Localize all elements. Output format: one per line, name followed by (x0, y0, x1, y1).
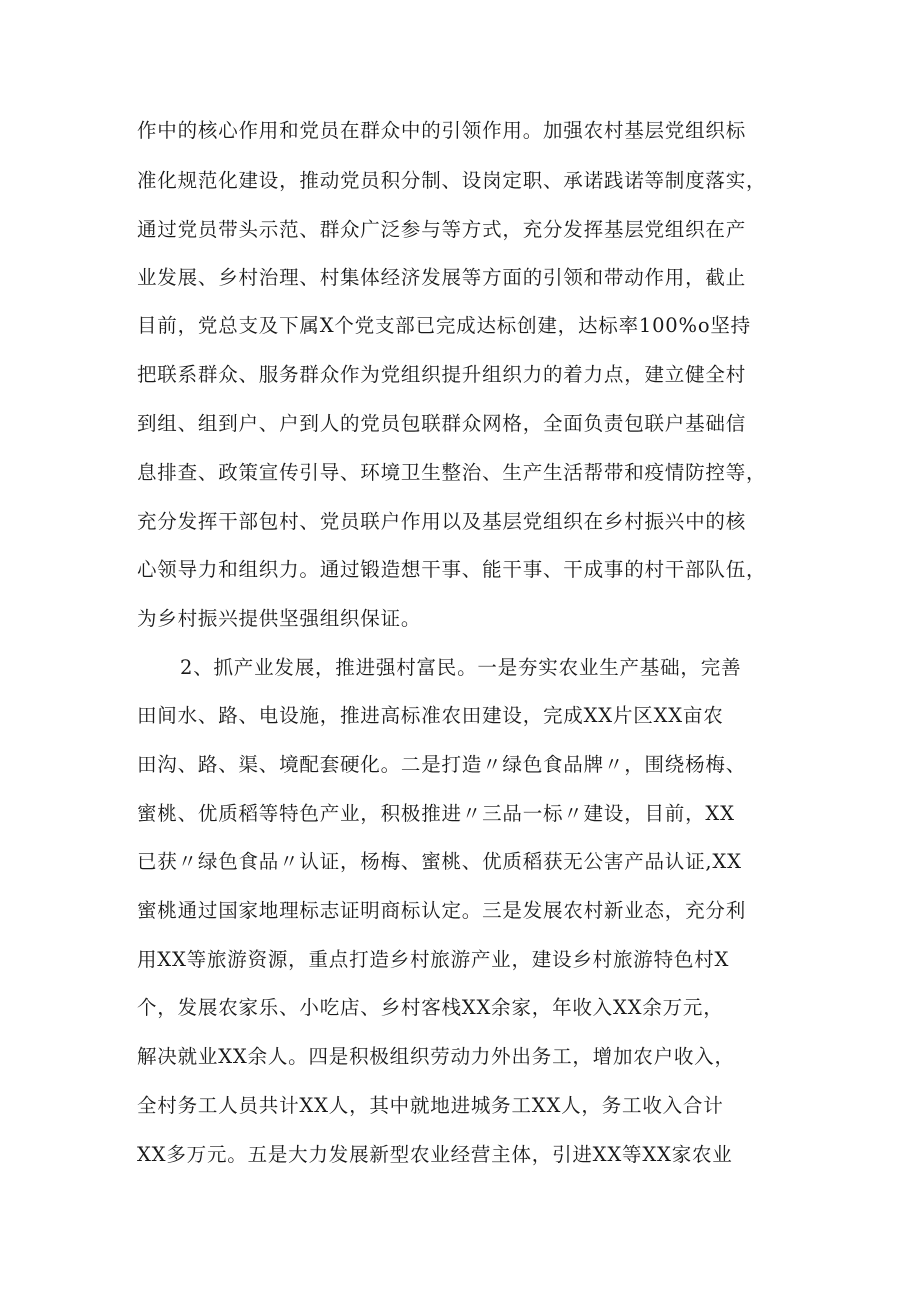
text-line: 把联系群众、服务群众作为党组织提升组织力的着力点，建立健全村 (137, 363, 747, 386)
text-line: 已获〃绿色食品〃认证，杨梅、蜜桃、优质稻获无公害产品认证,XX (137, 850, 742, 873)
text-line: 田沟、路、渠、境配套硬化。二是打造〃绿色食品牌〃，围绕杨梅、 (137, 753, 747, 776)
text-line: 心领导力和组织力。通过锻造想干事、能干事、干成事的村干部队伍， (137, 558, 767, 581)
text-line: 通过党员带头示范、群众广泛参与等方式，充分发挥基层党组织在产 (137, 218, 747, 241)
text-line: 个，发展农家乐、小吃店、乡村客栈XX余家，年收入XX余万元， (137, 996, 724, 1019)
text-line: 准化规范化建设，推动党员积分制、设岗定职、承诺践诺等制度落实， (137, 169, 767, 192)
text-line: 用XX等旅游资源，重点打造乡村旅游产业，建设乡村旅游特色村X (137, 948, 730, 971)
text-line: 全村务工人员共计XX人，其中就地进城务工XX人，务工收入合计 (137, 1094, 724, 1117)
text-line: 业发展、乡村治理、村集体经济发展等方面的引领和带动作用，截止 (137, 266, 747, 289)
text-line: 息排查、政策宣传引导、环境卫生整治、生产生活帮带和疫情防控等， (137, 461, 767, 484)
text-line: 蜜桃通过国家地理标志证明商标认定。三是发展农村新业态，充分利 (137, 899, 747, 922)
text-line: 充分发挥干部包村、党员联户作用以及基层党组织在乡村振兴中的核 (137, 510, 747, 533)
text-line: 目前，党总支及下属X个党支部已完成达标创建，达标率100%o坚持 (137, 314, 751, 337)
text-line: 为乡村振兴提供坚强组织保证。 (137, 607, 422, 630)
text-line: 田间水、路、电设施，推进高标准农田建设，完成XX片区XX亩农 (137, 704, 724, 727)
section-heading-line: 2、抓产业发展，推进强村富民。一是夯实农业生产基础，完善 (180, 656, 742, 679)
text-line: 蜜桃、优质稻等特色产业，积极推进〃三品一标〃建设，目前，XX (137, 802, 735, 825)
text-line: 解决就业XX余人。四是积极组织劳动力外出务工，增加农户收入， (137, 1045, 735, 1068)
text-line: 作中的核心作用和党员在群众中的引领作用。加强农村基层党组织标 (137, 119, 747, 142)
text-line: 到组、组到户、户到人的党员包联群众网格，全面负责包联户基础信 (137, 412, 747, 435)
text-line: XX多万元。五是大力发展新型农业经营主体，引进XX等XX家农业 (137, 1143, 733, 1166)
